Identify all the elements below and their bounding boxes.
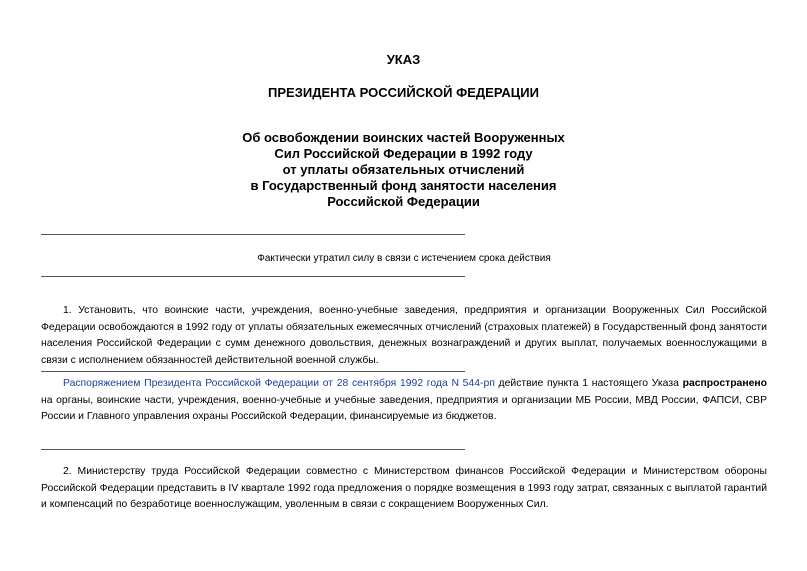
amendment-text: действие пункта 1 настоящего Указа — [494, 378, 683, 389]
document-subject — [0, 130, 807, 210]
subject-line-1: Об освобождении воинских частей Вооруженных — [242, 130, 565, 145]
paragraph-2: 2. Министерству труда Российской Федерации совместно с Министерством финансов Российской Федерации и Министерством обороны Российской Федерации представить в IV квартале 1992 года предложения о порядке возмещения в 1993 году затрат, связанных с выплатой гарантий и компенсаций по безработице военнослужащим, уволенным в связи с сокращением Вооруженных Сил. — [41, 466, 767, 510]
paragraph-amendment-note — [41, 376, 767, 426]
amendment-bold: распространено — [682, 378, 768, 389]
subject-line-4: в Государственный фонд занятости населения — [250, 178, 557, 193]
paragraph-1: 1. Установить, что воинские части, учреждения, военно-учебные заведения, предприятия и организации Вооруженных Сил Российской Федерации освобождаются в 1992 году от уплаты обязательных ежемесячных отчислений (страховых платежей) в Государственный фонд занятости населения Российской Федерации с сумм денежного довольствия, денежных вознаграждений и других выплат, получаемых военнослужащими в связи с исполнением обязанностей действительной военной службы. — [41, 305, 767, 366]
status-note: Фактически утратил силу в связи с истечением срока действия — [257, 253, 551, 264]
subject-line-5: Российской Федерации — [327, 194, 480, 209]
subject-line-3: от уплаты обязательных отчислений — [282, 162, 525, 177]
document-title: УКАЗ — [386, 52, 421, 67]
subject-line-2: Сил Российской Федерации в 1992 году — [274, 146, 533, 161]
divider — [41, 234, 465, 235]
divider — [41, 276, 465, 277]
decree-link[interactable]: Распоряжением Президента Российской Федерации от 28 сентября 1992 года N 544-рп — [63, 378, 495, 389]
divider — [41, 371, 465, 372]
amendment-rest: на органы, воинские части, учреждения, военно-учебные и учебные заведения, предприятия и организации МБ России, МВД России, ФАПСИ, СВР России и Главного управления охраны Российской Федерации, финансируемые из бюджетов. — [41, 394, 767, 422]
document-issuer: ПРЕЗИДЕНТА РОССИЙСКОЙ ФЕДЕРАЦИИ — [268, 85, 539, 100]
divider — [41, 449, 465, 450]
